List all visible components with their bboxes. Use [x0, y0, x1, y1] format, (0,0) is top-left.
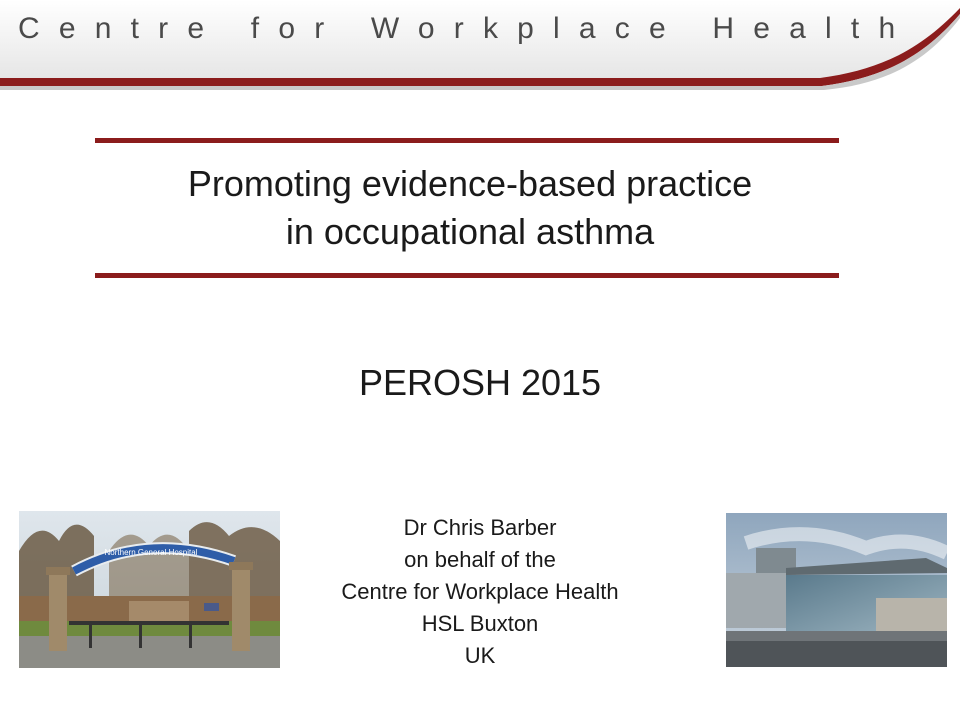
title-line-2: in occupational asthma: [285, 211, 655, 252]
credit-line-location: HSL Buxton: [421, 611, 539, 636]
title-bottom-rule: [95, 273, 839, 278]
hospital-gate-photo: [19, 511, 280, 668]
header-banner: [0, 0, 960, 92]
presenter-credits: [280, 512, 680, 672]
banner-title: Centre for Workplace Health: [18, 12, 915, 45]
credit-line-name: Dr Chris Barber: [403, 515, 557, 540]
credit-line-behalf: on behalf of the: [404, 547, 556, 572]
event-name: PEROSH 2015: [358, 362, 602, 403]
credit-line-organisation: Centre for Workplace Health: [341, 579, 619, 604]
title-line-1: Promoting evidence-based practice: [187, 163, 753, 204]
credit-line-country: UK: [464, 643, 496, 668]
title-top-rule: [95, 138, 839, 143]
hospital-sign-text: Northern General Hospital: [104, 548, 198, 557]
hsl-building-photo: [726, 513, 947, 667]
slide-title: [60, 160, 880, 256]
